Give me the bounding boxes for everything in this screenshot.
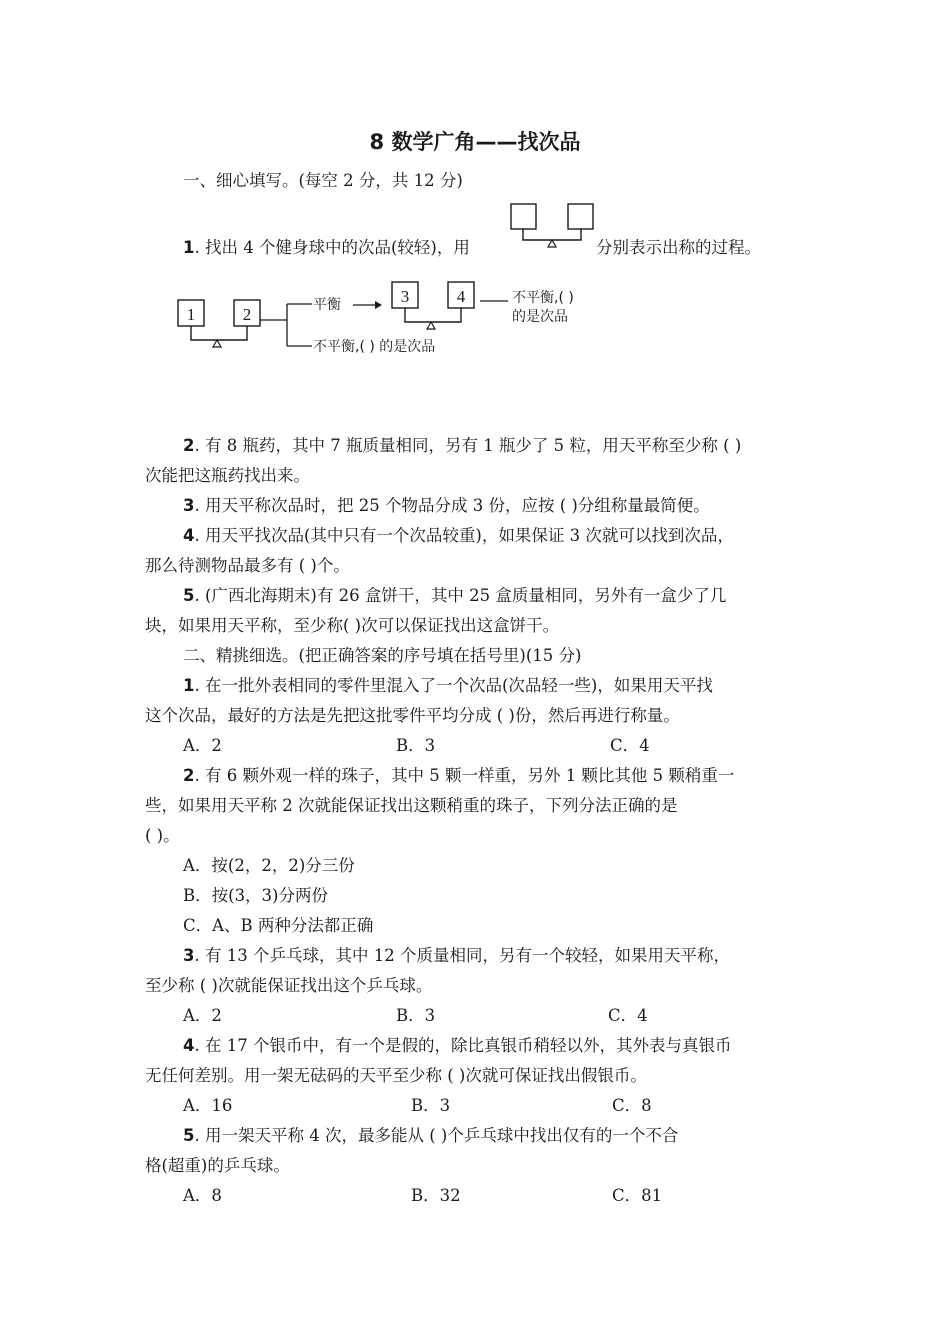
option-a: A．2 [183,1006,222,1025]
question-text: . 用天平找次品(其中只有一个次品较重)，如果保证 3 次就可以找到次品， [194,526,734,545]
question-number: 4 [183,526,195,545]
box-4-label: 4 [456,287,466,306]
question-text: . 在一批外表相同的零件里混入了一个次品(次品轻一些)，如果用天平找 [194,676,713,695]
balance-scale-icon [508,202,598,256]
page-title: 8 数学广角——找次品 [369,130,581,154]
question-1-5-line2: 块，如果用天平称，至少称( )次可以保证找出这盒饼干。 [145,616,560,635]
option-a: A．按(2，2，2)分三份 [183,856,355,875]
question-1-4-line2: 那么待测物品最多有 ( )个。 [145,556,350,575]
question-2-2-line2: 些，如果用天平称 2 次就能保证找出这颗稍重的珠子，下列分法正确的是 [145,796,678,815]
question-text: . 用天平称次品时，把 25 个物品分成 3 份，应按 ( )分组称量最简便。 [194,496,710,515]
unbalanced-right-label-2: 的是次品 [512,309,568,325]
option-b: B．3 [396,1006,436,1025]
section-2-heading: 二、精挑细选。(把正确答案的序号填在括号里)(15 分) [183,646,582,665]
option-b: B．32 [411,1186,461,1205]
question-text: . 有 13 个乒乓球，其中 12 个质量相同，另有一个较轻，如果用天平称， [194,946,730,965]
question-1-2-line2: 次能把这瓶药找出来。 [145,466,310,485]
unbalanced-bottom-label: 不平衡,( ) 的是次品 [313,339,436,355]
section-1-heading: 一、细心填写。(每空 2 分，共 12 分) [183,171,463,190]
question-1-2-line1 [183,431,810,461]
question-number: 4 [183,1036,195,1055]
question-number: 3 [183,496,195,515]
question-2-5-line1 [183,1121,810,1151]
question-2-1-line1 [183,671,810,701]
question-1-5-line1 [183,581,810,611]
question-text-b: 分别表示出称的过程。 [596,238,761,257]
question-2-4-line2: 无任何差别。用一架无砝码的天平至少称 ( )次就可保证找出假银币。 [145,1066,647,1085]
question-number: 1 [183,676,195,695]
option-b: B．3 [411,1096,451,1115]
question-2-3-line1 [183,941,810,971]
unbalanced-right-label-1: 不平衡,( ) [512,290,574,306]
question-text: . (广西北海期末)有 26 盒饼干，其中 25 盒质量相同，另外有一盒少了几 [194,586,727,605]
option-c: C．A、B 两种分法都正确 [183,916,374,935]
question-number: 5 [183,586,195,605]
balanced-label: 平衡 [313,297,341,313]
question-2-5-line2: 格(超重)的乒乓球。 [145,1156,290,1175]
box-1-label: 1 [186,305,196,324]
question-2-2-line1 [183,761,810,791]
option-b: B．3 [396,736,436,755]
option-b: B．按(3，3)分两份 [183,886,328,905]
question-2-3-line2: 至少称 ( )次就能保证找出这个乒乓球。 [145,976,433,995]
question-number: 2 [183,766,195,785]
option-a: A．8 [183,1186,222,1205]
question-1-4-line1 [183,521,810,551]
question-2-1-line2: 这个次品，最好的方法是先把这批零件平均分成 ( )份，然后再进行称量。 [145,706,680,725]
question-text: . 用一架天平称 4 次，最多能从 ( )个乒乓球中找出仅有的一个不合 [194,1126,679,1145]
option-c: C．81 [612,1186,663,1205]
option-a: A．16 [183,1096,233,1115]
question-1-3 [183,491,810,521]
question-2-4-line1 [183,1031,810,1061]
box-2-label: 2 [242,305,252,324]
question-text-a: . 找出 4 个健身球中的次品(较轻)，用 [194,238,470,257]
question-text: . 有 6 颗外观一样的珠子，其中 5 颗一样重，另外 1 颗比其他 5 颗稍重一 [194,766,735,785]
question-number: 3 [183,946,195,965]
question-text: . 有 8 瓶药，其中 7 瓶质量相同，另有 1 瓶少了 5 粒，用天平称至少称 ( ) [194,436,742,455]
option-c: C．4 [610,736,650,755]
box-3-label: 3 [400,287,410,306]
option-c: C．4 [608,1006,648,1025]
question-number: 5 [183,1126,195,1145]
option-c: C．8 [612,1096,652,1115]
weighing-diagram [170,280,650,370]
question-text: . 在 17 个银币中，有一个是假的，除比真银币稍轻以外，其外表与真银币 [194,1036,732,1055]
question-2-2-line3: ( )。 [145,826,180,845]
question-number: 2 [183,436,195,455]
question-number: 1 [183,238,195,257]
option-a: A．2 [183,736,222,755]
